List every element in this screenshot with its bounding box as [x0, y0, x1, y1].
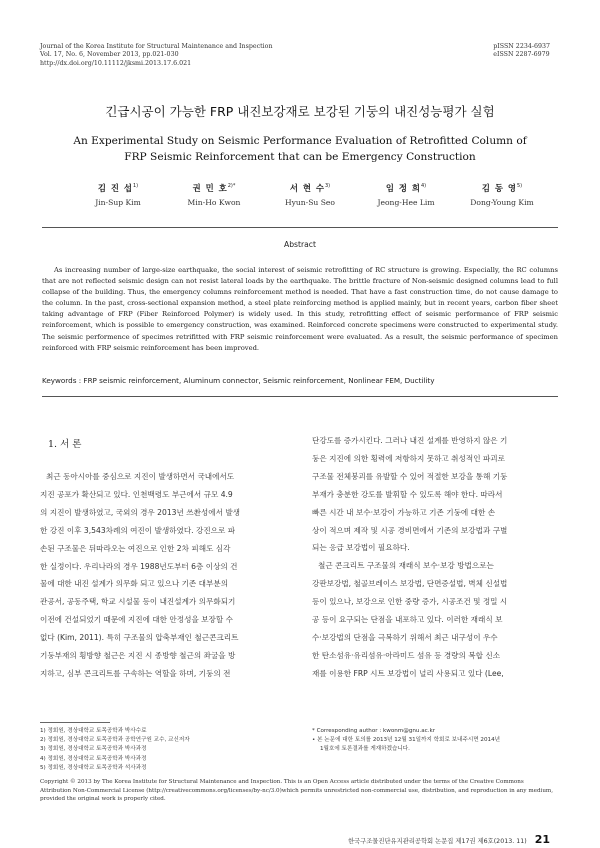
corresponding-author: * Corresponding author : kwonm@gnu.ac.kr: [312, 728, 436, 734]
title-english-line2: FRP Seismic Reinforcement that can be Emergency Construction: [124, 151, 476, 163]
pissn: pISSN 2234-6937: [493, 43, 550, 50]
journal-name: Journal of the Korea Institute for Structural Maintenance and Inspection: [40, 43, 273, 50]
keywords: Keywords : FRP seismic reinforcement, Aluminum connector, Seismic reinforcement, Nonlinear FEM, Ductility: [42, 376, 435, 385]
body-line: 손된 구조물은 뒤따라오는 여진으로 인한 2차 피해도 심각: [40, 543, 231, 553]
footnote: 3) 정회원, 경상대학교 토목공학과 박사과정: [40, 746, 147, 753]
author-affil: 1): [132, 183, 139, 190]
author-name-en: Jeong-Hee Lim: [377, 198, 435, 207]
author: [358, 182, 454, 207]
body-line: 이전에 건설되었기 때문에 지진에 대한 안정성을 보장할 수: [40, 615, 233, 625]
body-line: 지하고, 심부 콘크리트를 구속하는 역할을 하며, 기둥의 전: [40, 668, 231, 678]
body-line: 빠른 시간 내 보수·보강이 가능하고 기존 기둥에 대한 손: [312, 507, 496, 517]
footnote: • 본 논문에 대한 토의를 2013년 12월 31일까지 학회로 보내주시면 2014년: [312, 737, 501, 744]
author-name-ko: 김 진 섭: [97, 183, 133, 193]
body-line: 재를 이용한 FRP 시트 보강법이 널리 사용되고 있다 (Lee,: [312, 668, 504, 678]
title-korean: 긴급시공이 가능한 FRP 내진보강재로 보강된 기둥의 내진성능평가 실험: [105, 104, 495, 119]
body-line: 한 실정이다. 우리나라의 경우 1988년도부터 6층 이상의 건: [40, 561, 238, 571]
body-line: 관공서, 공동주택, 학교 시설물 등이 내진설계가 의무화되기: [40, 597, 236, 607]
copyright-notice: Copyright © 2013 by The Korea Institute for Structural Maintenance and Inspection. This is an Open Access article distributed under the terms of the Creative Commons Attribution Non-Commercial License (http://creativecommons.org/licenses/by-nc/3.0)which permits unrestricted non-commercial use, distribution, and reproduction in any medium, provided the original work is properly cited.: [40, 779, 554, 803]
author-name-en: Min-Ho Kwon: [187, 198, 241, 207]
body-line: 수·보강법의 단점을 극복하기 위해서 최근 내구성이 우수: [312, 632, 498, 642]
footnote-rule-left: [40, 722, 110, 723]
body-line: 기둥부재의 횡방향 철근은 지진 시 종방향 철근의 좌굴을 방: [40, 651, 236, 661]
body-line: 되는 응급 보강법이 필요하다.: [312, 543, 410, 553]
footnotes-affiliations: [40, 727, 290, 773]
body-line: 철근 콘크리트 구조물의 재래식 보수·보강 방법으로는: [318, 561, 494, 571]
divider-bottom: [42, 396, 558, 397]
doi-link[interactable]: http://dx.doi.org/10.11112/jksmi.2013.17.6.021: [40, 59, 192, 67]
author-name-ko: 권 민 호: [192, 183, 228, 193]
body-line: 공 등이 요구되는 단점을 내포하고 있다. 이러한 재래식 보: [312, 615, 503, 625]
body-line: 물에 대한 내진 설계가 의무화 되고 있으나 기존 대부분의: [40, 579, 229, 589]
section-heading: 1. 서 론: [48, 439, 82, 450]
author-affil: 3): [324, 183, 331, 190]
author-name-ko: 서 현 수: [289, 183, 325, 193]
abstract-body: As increasing number of large-size earthquake, the social interest of seismic retrofitting of RC structure is growing. Especially, the RC columns that are not reflected seismic design can not resist lateral loads by the earthquake. The brittle fracture of Non-seismic designed columns lead to full collapse of the building. Thus, the emergency columns reinforcement method is needed. That have a fast construction time, do not cause damage to the column. In the past, cross-sectional expansion method, a steel plate reinforcing method is applied mainly, but in recent years, carbon fiber sheet taking advantage of FRP (Fiber Reinforced Polymer) is widely used. In this study, retrofitting effect of seismic performance of FRP seismic reinforcement, which is possible to emergency construction, was examined. Reinforced concrete specimens were constructed to experimental study. The seismic performence of specimes retrifitted with FRP seismic reinforcement were evaluated. As a result, the seismic performance of specimen reinforced with FRP seismic reinforcement has been improved.: [42, 266, 558, 352]
footnote: 1) 정회원, 경상대학교 토목공학과 박사수료: [40, 728, 147, 734]
title-english-line1: An Experimental Study on Seismic Performance Evaluation of Retrofitted Column of: [73, 135, 527, 147]
body-line: 단강도를 증가시킨다. 그러나 내진 설계를 반영하지 않은 기: [312, 436, 508, 445]
body-line: 의 지진이 발생하였고, 국외의 경우 2013년 쓰촨성에서 발생: [40, 507, 241, 517]
footnote: 4) 정회원, 경상대학교 토목공학과 박사과정: [40, 755, 147, 762]
abstract-heading: Abstract: [284, 240, 316, 249]
author: [70, 182, 166, 207]
body-line: 부재가 충분한 강도를 발휘할 수 있도록 해야 한다. 따라서: [312, 489, 503, 499]
title-english: [0, 133, 600, 165]
body-line: 없다 (Kim, 2011). 특히 구조물의 압축부재인 철근콘크리트: [40, 633, 239, 643]
footer-journal: 한국구조물진단유지관리공학회 논문집 제17권 제6호(2013. 11): [347, 838, 527, 845]
body-line: 강판보강법, 철골브레이스 보강법, 단면증설법, 벽체 신설법: [312, 579, 508, 589]
footnote: 5) 정회원, 경상대학교 토목공학과 석사과정: [40, 764, 147, 771]
author-name-en: Jin-Sup Kim: [95, 198, 141, 207]
author: [166, 182, 262, 207]
eissn: eISSN 2287-6979: [493, 51, 550, 59]
body-line: 지진 공포가 확산되고 있다. 인천백령도 부근에서 규모 4.9: [40, 489, 233, 499]
journal-header: [40, 43, 273, 68]
page-number: 21: [534, 833, 550, 846]
body-column-right: [312, 432, 562, 683]
author: [454, 182, 550, 207]
author-affil: 5): [516, 183, 523, 190]
footnote: 1월호에 토론결과를 게재하겠습니다.: [320, 746, 410, 753]
author-name-en: Hyun-Su Seo: [284, 198, 336, 207]
body-line: 둥은 지진에 의한 횡력에 저항하지 못하고 취성적인 파괴로: [312, 453, 505, 463]
author-name-ko: 김 동 영: [481, 183, 517, 193]
footnote: 2) 정회원, 경상대학교 토목공학과 공학연구원 교수, 교신저자: [40, 737, 190, 744]
author-affil: 4): [420, 183, 427, 190]
body-line: 구조물 전체붕괴를 유발할 수 있어 적절한 보강을 통해 기둥: [312, 471, 508, 481]
footnotes-correspondence: [312, 727, 562, 755]
issn-block: [493, 43, 550, 60]
body-line: 등이 있으나, 보강으로 인한 중량 증가, 시공조건 및 정밀 시: [312, 597, 508, 607]
body-line: 한 탄소섬유·유리섬유·아라미드 섬유 등 경량의 복합 신소: [312, 650, 501, 660]
body-line: 최근 동아시아를 중심으로 지진이 발생하면서 국내에서도: [46, 472, 235, 481]
page-footer: [348, 833, 550, 846]
author-list: [70, 182, 550, 207]
divider-top: [42, 227, 558, 228]
author-name-ko: 임 정 희: [385, 183, 421, 193]
body-line: 한 강진 이후 3,543차례의 여진이 발생하였다. 강진으로 파: [40, 525, 236, 535]
author-affil: 2)*: [227, 183, 236, 190]
author-name-en: Dong-Young Kim: [470, 198, 534, 207]
author: [262, 182, 358, 207]
body-line: 상이 적으며 제작 및 시공 경비면에서 기존의 보강법과 구별: [312, 525, 508, 535]
journal-volume: Vol. 17, No. 6, November 2013, pp.021-030: [40, 51, 179, 59]
body-column-left: [40, 468, 290, 683]
